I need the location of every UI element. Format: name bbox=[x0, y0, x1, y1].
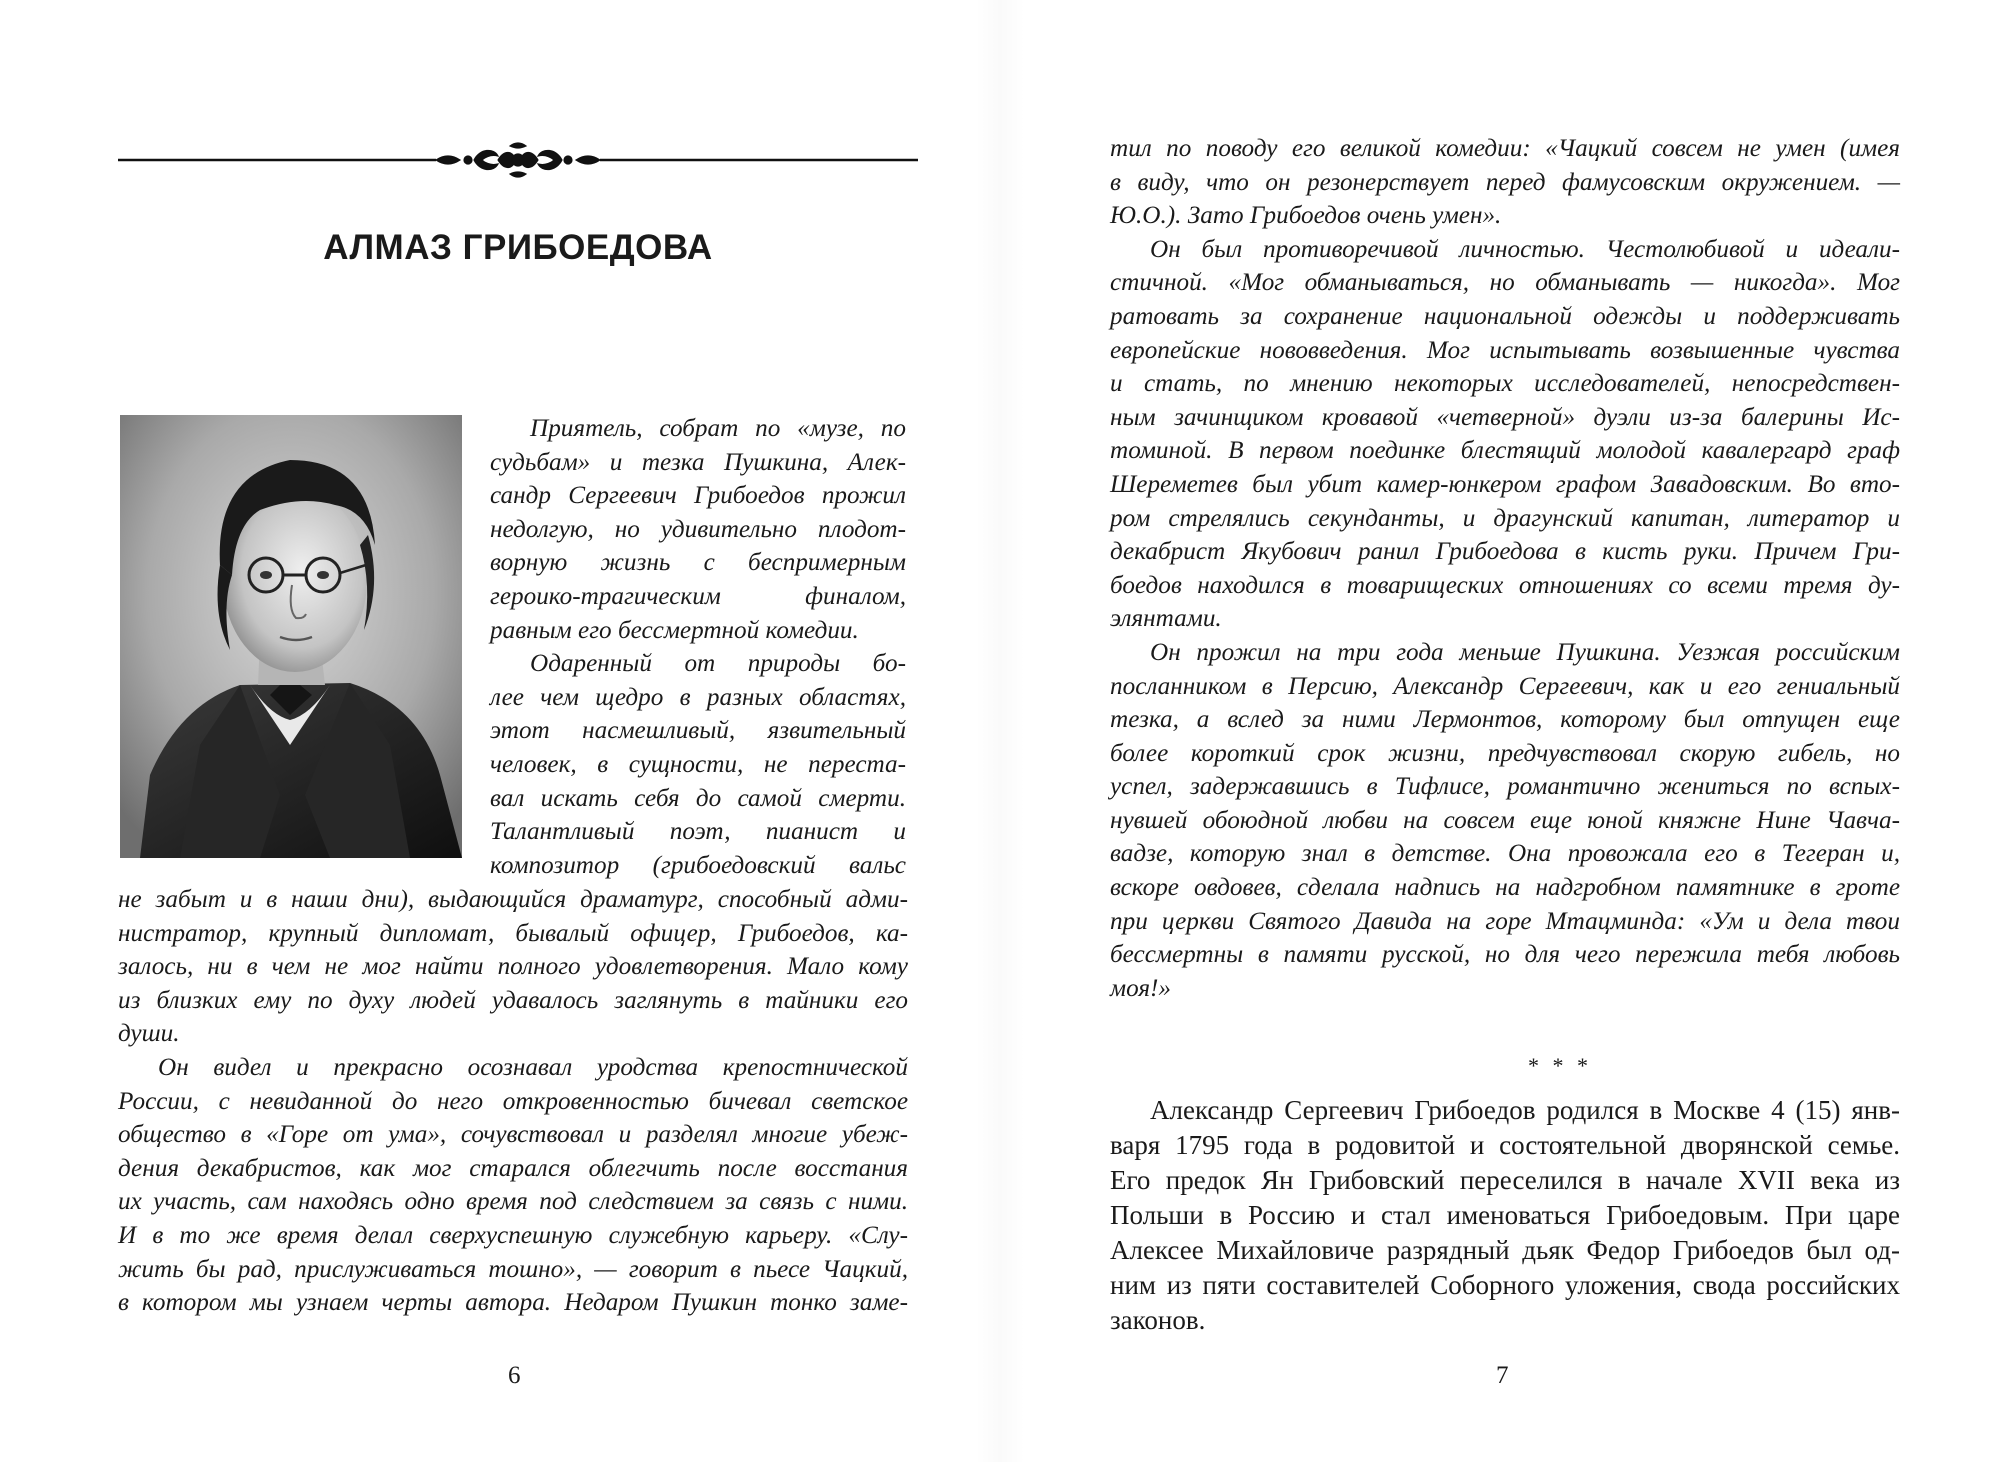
full-text-column bbox=[118, 883, 908, 1320]
text-line: общество в «Горе от ума», сочувствовал и разделял многие убеж- bbox=[118, 1121, 908, 1149]
text-line: и стать, по мнению некоторых исследователей, непосредствен- bbox=[1110, 370, 1900, 398]
text-line: тезка, а вслед за ними Лермонтов, которому был отпущен еще bbox=[1110, 706, 1900, 734]
text-line: из близких ему по духу людей удавалось заглянуть в тайники его bbox=[118, 986, 908, 1014]
text-line: композитор (грибоедовский вальс bbox=[490, 851, 906, 879]
page-number: 7 bbox=[1496, 1362, 1509, 1389]
text-line: нистратор, крупный дипломат, бывалый офицер, Грибоедов, ка- bbox=[118, 919, 908, 947]
text-line: Одаренный от природы бо- bbox=[530, 650, 906, 678]
text-line: варя 1795 года в родовитой и состоятельной дворянской семье. bbox=[1110, 1130, 1900, 1160]
separator-text: * * * bbox=[1528, 1053, 1592, 1078]
text-line: вскоре овдовев, сделала надпись на надгробном памятнике в гроте bbox=[1110, 874, 1900, 902]
text-line: в виду, что он резонерствует перед фамусовским окружением. — bbox=[1110, 168, 1900, 196]
text-line: более короткий срок жизни, предчувствовал скорую гибель, но bbox=[1110, 739, 1900, 767]
ornament-divider-icon bbox=[118, 140, 918, 180]
text-line: Талантливый поэт, пианист и bbox=[490, 818, 906, 846]
text-line: не забыт и в наши дни), выдающийся драматург, способный адми- bbox=[118, 886, 908, 913]
portrait-image bbox=[120, 415, 462, 858]
text-line: души. bbox=[118, 1020, 180, 1048]
text-line: вал искать себя до самой смерти. bbox=[490, 784, 906, 812]
text-line: моя!» bbox=[1110, 974, 1172, 1002]
text-line: равным его бессмертной комедии. bbox=[490, 616, 859, 644]
text-line: европейские нововведения. Мог испытывать возвышенные чувства bbox=[1110, 336, 1900, 364]
text-line: законов. bbox=[1110, 1305, 1206, 1335]
text-line: Его предок Ян Грибовский переселился в начале XVII века из bbox=[1110, 1165, 1900, 1195]
text-line: недолгую, но удивительно плодот- bbox=[490, 515, 906, 543]
text-line: этот насмешливый, язвительный bbox=[490, 717, 906, 745]
text-line: Александр Сергеевич Грибоедов родился в Москве 4 (15) янв- bbox=[1150, 1095, 1900, 1125]
text-line: элянтами. bbox=[1110, 605, 1222, 633]
book-gutter bbox=[975, 0, 1025, 1462]
text-line: России, с невиданной до него откровенностью бичевал светское bbox=[118, 1087, 908, 1115]
text-line: стичной. «Мог обманываться, но обманывать — никогда». Мог bbox=[1110, 269, 1900, 297]
text-line: тил по поводу его великой комедии: «Чацкий совсем не умен (имея bbox=[1110, 135, 1900, 162]
text-line: ром стрелялись секунданты, и драгунский капитан, литератор и bbox=[1110, 504, 1900, 532]
text-line: сандр Сергеевич Грибоедов прожил bbox=[490, 482, 906, 510]
text-line: дения декабристов, как мог старался облегчить после восстания bbox=[118, 1154, 908, 1182]
page-number: 6 bbox=[508, 1362, 521, 1389]
text-line: И в то же время делал сверхуспешную служебную карьеру. «Слу- bbox=[118, 1221, 908, 1249]
text-line: Алексее Михайловиче разрядный дьяк Федор Грибоедов был од- bbox=[1110, 1235, 1900, 1265]
text-line: Шереметев был убит камер-юнкером графом Завадовским. Во вто- bbox=[1110, 470, 1900, 498]
text-line: ворную жизнь с беспримерным bbox=[490, 549, 906, 577]
text-line: Ю.О.). Зато Грибоедов очень умен». bbox=[1110, 202, 1502, 230]
text-line: бессмертны в памяти русской, но для чего пережила тебя любовь bbox=[1110, 941, 1900, 969]
text-line: судьбам» и тезка Пушкина, Алек- bbox=[490, 448, 906, 476]
text-line: их участь, сам находясь одно время под следствием за связь с ними. bbox=[118, 1188, 908, 1216]
text-line: при церкви Святого Давида на горе Мтацминда: «Ум и дела твои bbox=[1110, 907, 1900, 935]
text-line: ратовать за сохранение национальной одежды и поддерживать bbox=[1110, 302, 1900, 330]
chapter-title: АЛМАЗ ГРИБОЕДОВА bbox=[323, 228, 713, 267]
text-line: посланником в Персию, Александр Сергеевич, как и его гениальный bbox=[1110, 672, 1900, 700]
text-line: успел, задержавшись в Тифлисе, романтично жениться по вспых- bbox=[1110, 773, 1900, 801]
text-line: Он видел и прекрасно осознавал уродства крепостнической bbox=[158, 1053, 908, 1081]
text-line: декабрист Якубович ранил Грибоедова в кисть руки. Причем Гри- bbox=[1110, 538, 1900, 566]
text-line: ним из пяти составителей Соборного уложения, свода российских bbox=[1110, 1270, 1900, 1300]
text-line: Он прожил на три года меньше Пушкина. Уезжая российским bbox=[1150, 638, 1900, 666]
text-line: лее чем щедро в разных областях, bbox=[490, 683, 906, 711]
text-line: ным зачинщиком кровавой «четверной» дуэли из-за балерины Ис- bbox=[1110, 403, 1900, 431]
text-line: Он был противоречивой личностью. Честолюбивой и идеали- bbox=[1150, 235, 1900, 263]
text-line: Польши в Россию и стал именоваться Грибоедовым. При царе bbox=[1110, 1200, 1900, 1230]
text-line: Приятель, собрат по «музе, по bbox=[530, 415, 906, 442]
section-separator bbox=[1000, 1053, 2000, 1079]
text-line: героико-трагическим финалом, bbox=[490, 582, 906, 610]
right-regular-column bbox=[1110, 1093, 1900, 1338]
text-line: боедов находился в товарищеских отношениях со всеми тремя ду- bbox=[1110, 571, 1900, 599]
text-line: в котором мы узнаем черты автора. Недаром Пушкин тонко заме- bbox=[118, 1289, 908, 1317]
text-line: жить бы рад, прислуживаться тошно», — говорит в пьесе Чацкий, bbox=[118, 1255, 908, 1283]
wrapped-text-column bbox=[490, 412, 906, 882]
text-line: нувшей обоюдной любви на совсем еще юной княжне Нине Чавча- bbox=[1110, 806, 1900, 834]
text-line: залось, ни в чем не мог найти полного удовлетворения. Мало кому bbox=[118, 953, 908, 981]
text-line: томиной. В первом поединке блестящий молодой кавалергард граф bbox=[1110, 437, 1900, 465]
right-italic-column bbox=[1110, 132, 1900, 1005]
right-page bbox=[1000, 0, 2000, 1462]
text-line: человек, в сущности, не переста- bbox=[490, 750, 906, 778]
text-line: вадзе, которую знал в детстве. Она провожала его в Тегеран и, bbox=[1110, 840, 1900, 868]
